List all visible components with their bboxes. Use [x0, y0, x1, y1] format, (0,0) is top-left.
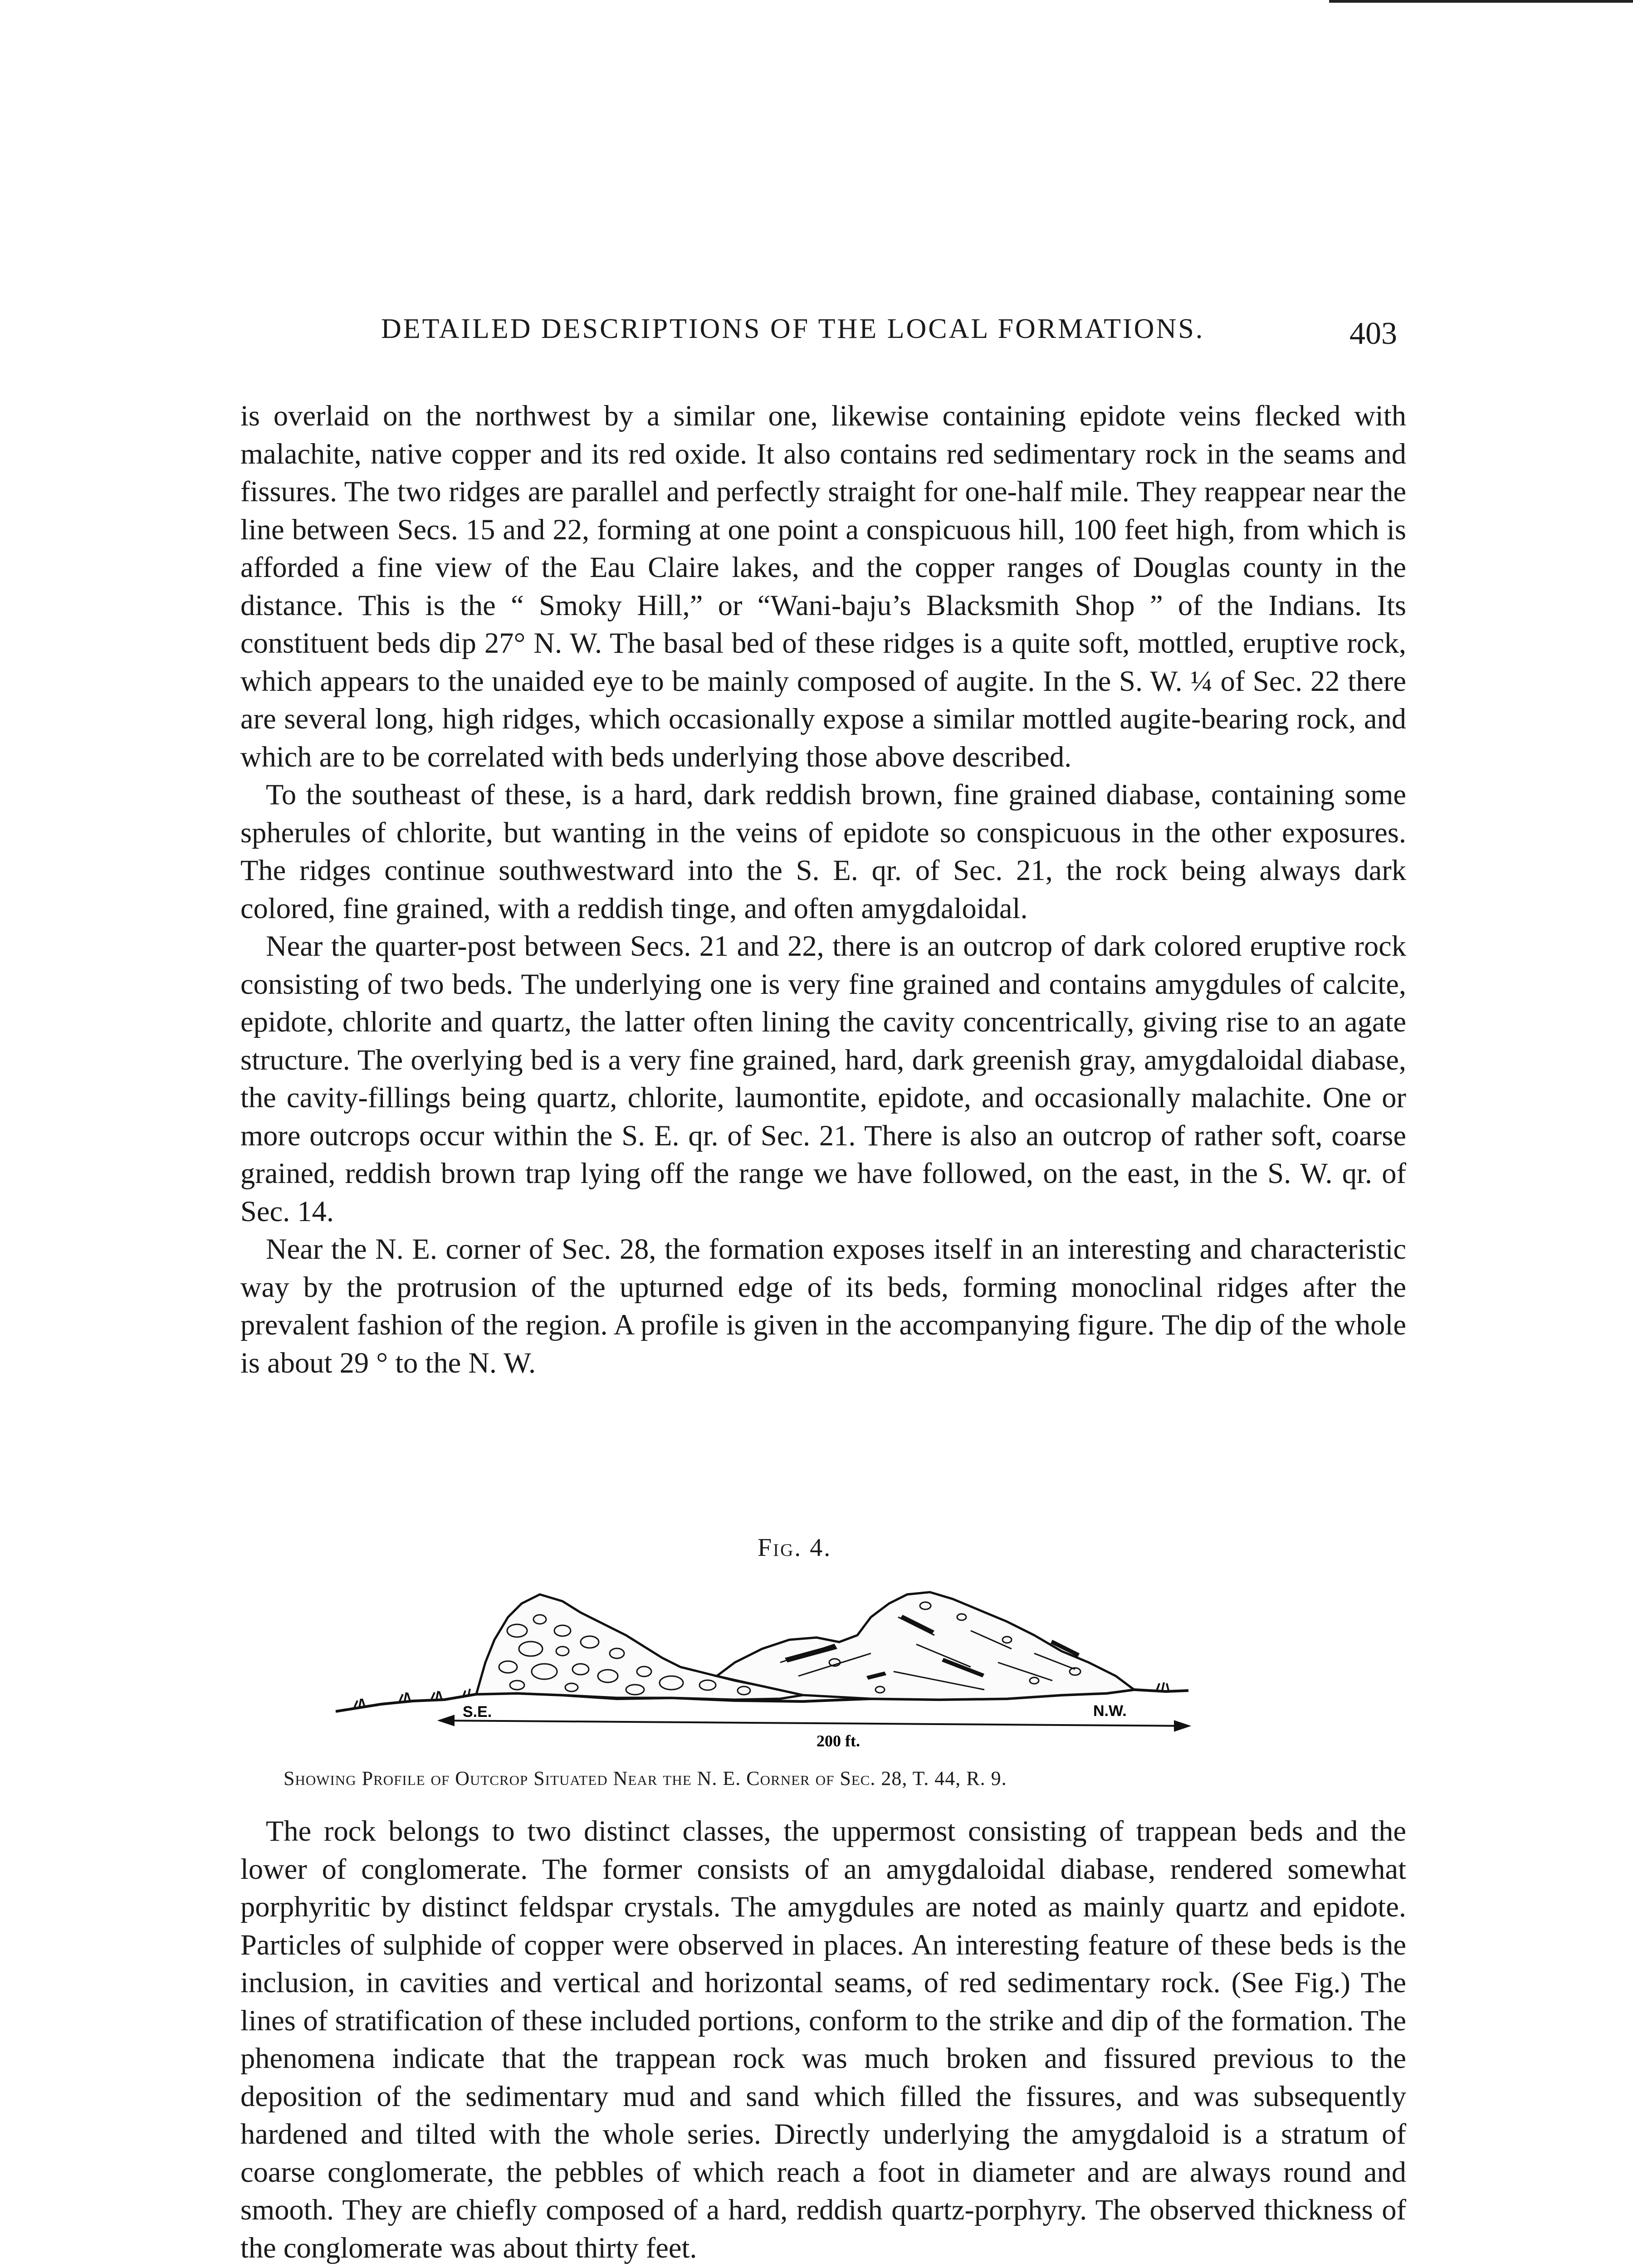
running-head: DETAILED DESCRIPTIONS OF THE LOCAL FORMATIONS.	[381, 313, 1205, 344]
paragraph: Near the N. E. corner of Sec. 28, the formation exposes itself in an interesting and characteristic way by the protrusion of the upturned edge of its beds, forming monoclinal ridges after the prevalent fashion of the region. A profile is given in the accompanying figure. The dip of the whole is about 29 ° to the N. W.	[240, 1233, 1406, 1379]
label-southeast: S.E.	[463, 1703, 492, 1721]
paragraph: The rock belongs to two distinct classes, the uppermost consisting of trappean beds and the lower of conglomerate. The former consists of an amygdaloidal diabase, rendered somewhat porphyritic by distinct feldspar crystals. The amygdules are noted as mainly quartz and epidote. Particles of sulphide of copper were observed in places. An interesting feature of these beds is the inclusion, in cavities and vertical and horizontal seams, of red sedimentary rock. (See Fig.) The lines of stratification of these included portions, conform to the strike and dip of the formation. The phenomena indicate that the trappean rock was much broken and fissured previous to the deposition of the sedimentary mud and sand which filled the fissures, and was subsequently hardened and tilted with the whole series. Directly underlying the amygdaloid is a stratum of coarse conglomerate, the pebbles of which reach a foot in diameter and are always round and smooth. They are chiefly composed of a hard, reddish quartz-porphyry. The observed thickness of the conglomerate was about thirty feet.	[240, 1815, 1406, 2264]
text-block-before-figure	[240, 397, 1406, 1382]
text-block-after-figure	[240, 1812, 1406, 2268]
right-outcrop	[717, 1592, 1134, 1700]
figure-title: Fig. 4.	[758, 1534, 832, 1562]
page-header	[0, 313, 1633, 367]
figure-caption: Showing Profile of Outcrop Situated Near the N. E. Corner of Sec. 28, T. 44, R. 9.	[284, 1767, 1007, 1789]
scale-bar	[440, 1716, 1188, 1730]
page-number: 403	[1349, 316, 1397, 351]
paragraph: To the southeast of these, is a hard, dark reddish brown, fine grained diabase, containing some spherules of chlorite, but wanting in the veins of epidote so conspicuous in the other exposures. The ridges continue southwestward into the S. E. qr. of Sec. 21, the rock being always dark colored, fine grained, with a reddish tinge, and often amygdaloidal.	[240, 778, 1406, 924]
paragraph: Near the quarter-post between Secs. 21 and 22, there is an outcrop of dark colored eruptive rock consisting of two beds. The underlying one is very fine grained and contains amygdules of calcite, epidote, chlorite and quartz, the latter often lining the cavity concentrically, giving rise to an agate structure. The overlying bed is a very fine grained, hard, dark greenish gray, amygdaloidal diabase, the cavity-fillings being quartz, chlorite, laumontite, epidote, and occasionally malachite. One or more outcrops occur within the S. E. qr. of Sec. 21. There is also an outcrop of rather soft, coarse grained, reddish brown trap lying off the range we have followed, on the east, in the S. W. qr. of Sec. 14.	[240, 930, 1406, 1227]
paragraph: is overlaid on the northwest by a similar one, likewise containing epidote veins flecked with malachite, native copper and its red oxide. It also contains red sedimentary rock in the seams and fissures. The two ridges are parallel and perfectly straight for one-half mile. They reappear near the line between Secs. 15 and 22, forming at one point a conspicuous hill, 100 feet high, from which is afforded a fine view of the Eau Claire lakes, and the copper ranges of Douglas county in the distance. This is the “ Smoky Hill,” or “Wani-baju’s Blacksmith Shop ” of the Indians. Its constituent beds dip 27° N. W. The basal bed of these ridges is a quite soft, mottled, eruptive rock, which appears to the unaided eye to be mainly composed of augite. In the S. W. ¼ of Sec. 22 there are several long, high ridges, which occasionally expose a similar mottled augite-bearing rock, and which are to be correlated with beds underlying those above described.	[240, 400, 1406, 773]
top-edge-rule	[1329, 0, 1633, 3]
scale-label: 200 ft.	[816, 1732, 860, 1750]
label-northwest: N.W.	[1093, 1702, 1127, 1720]
